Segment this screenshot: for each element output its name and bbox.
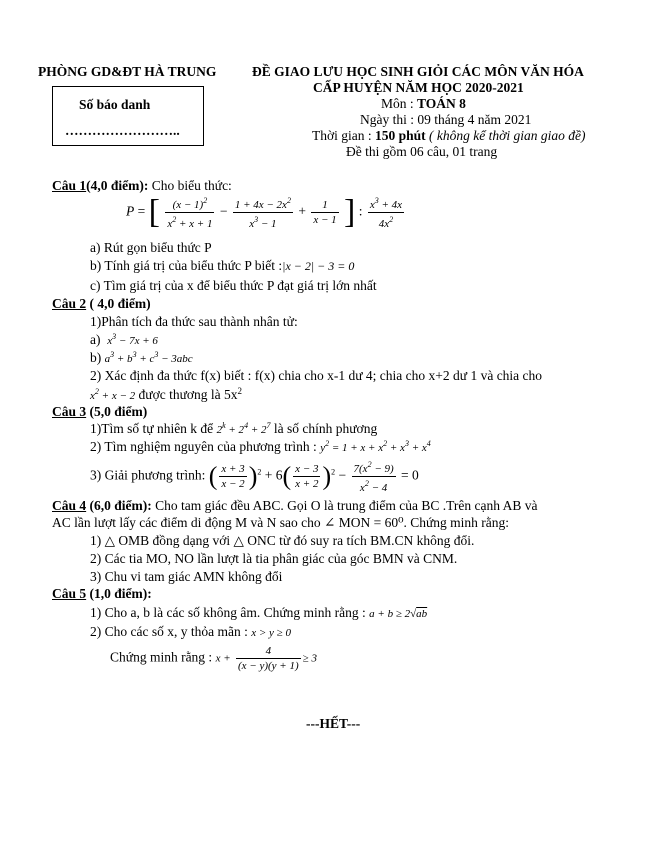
- q5-item-1-text: 1) Cho a, b là các số không âm. Chứng minh rằng :: [90, 605, 370, 620]
- q5-item-3: Chứng minh rằng : x + $\frac{4}{(x - y)(y + 1)}$ ≥ 3: [110, 645, 317, 672]
- q1-intro: Cho biểu thức:: [148, 178, 232, 193]
- exam-time: [312, 128, 585, 144]
- q1-head: Câu 1: [52, 178, 87, 193]
- q2-part-1a: a) $x^3 - 7x + 6$: [90, 332, 158, 347]
- q5-title: [52, 586, 152, 602]
- q3-points: (5,0 điểm): [86, 404, 148, 419]
- subject: TOÁN 8: [417, 96, 466, 111]
- q4-intro-2: AC lần lượt lấy các điểm di động M và N sao cho ∠ MON = 60⁰. Chứng minh rằng:: [52, 515, 510, 530]
- q1-title: [52, 178, 232, 194]
- candidate-number-box: [52, 86, 204, 146]
- subject-line: [381, 96, 466, 112]
- q2-part-2-cont: $x^2 + x - 2$ được thương là $5x^2$: [90, 386, 243, 402]
- candidate-number-label: Số báo danh: [79, 97, 151, 112]
- q1-part-b-text: b) Tính giá trị của biểu thức P biết :: [90, 258, 283, 273]
- q3-head: Câu 3: [52, 404, 87, 419]
- exam-title: ĐỀ GIAO LƯU HỌC SINH GIỎI CÁC MÔN VĂN HÓA: [252, 64, 584, 79]
- q2-part-1b: b) $a^3 + b^3 + c^3 - 3abc$: [90, 350, 193, 365]
- q3-part-1-text: 1)Tìm số tự nhiên k để: [90, 421, 217, 436]
- q4-item-3: 3) Chu vi tam giác AMN không đổi: [90, 569, 283, 584]
- page-count: Đề thi gồm 06 câu, 01 trang: [346, 144, 498, 159]
- q1-formula: P = [ $\frac{(x - 1)^2}{x^2 + x + 1}$ − $\frac{1 + 4x - 2x^2}{x^3 - 1}$ + $\frac{1}{x - 1}$ ] : $\frac{x^3 + 4x}{4x^2}$: [126, 193, 403, 231]
- q4-title: [52, 498, 537, 514]
- q5-head: Câu 5: [52, 586, 87, 601]
- q2-title: [52, 296, 151, 312]
- end-marker: ---HẾT---: [306, 716, 361, 731]
- q1-part-a: a) Rút gọn biểu thức P: [90, 240, 212, 255]
- q4-item-1: 1) △ OMB đồng dạng với △ ONC từ đó suy ra tích BM.CN không đổi.: [90, 533, 475, 548]
- exam-date: Ngày thi : 09 tháng 4 năm 2021: [360, 112, 532, 127]
- q5-item-2-text: 2) Cho các số x, y thỏa mãn :: [90, 624, 252, 639]
- q2-part-2-cont-text: được thương là 5x: [135, 387, 238, 402]
- q3-part-1: 1)Tìm số tự nhiên k để $2^k + 2^4 + 2^7$ là số chính phương: [90, 421, 378, 436]
- q2-points: ( 4,0 điểm): [86, 296, 151, 311]
- q3-part-2-text: 2) Tìm nghiệm nguyên của phương trình :: [90, 439, 321, 454]
- q2-part-1a-label: a): [90, 332, 101, 347]
- q2-part-2: 2) Xác định đa thức f(x) biết : f(x) chia cho x-1 dư 4; chia cho x+2 dư 1 và chia cho: [90, 368, 543, 383]
- time-value: 150 phút: [375, 128, 426, 143]
- q5-item-2: 2) Cho các số x, y thỏa mãn : x > y ≥ 0: [90, 624, 291, 639]
- q3-part-1-tail: là số chính phương: [270, 421, 378, 436]
- q3-part-2: 2) Tìm nghiệm nguyên của phương trình : $y^2 = 1 + x + x^2 + x^3 + x^4$: [90, 439, 431, 454]
- time-prefix: Thời gian :: [312, 128, 376, 143]
- q5-item-1: 1) Cho a, b là các số không âm. Chứng minh rằng : a + b ≥ 2√ab: [90, 605, 428, 620]
- q5-item-3-text: Chứng minh rằng :: [110, 649, 216, 665]
- q4-head: Câu 4: [52, 498, 87, 513]
- subject-prefix: Môn :: [381, 96, 418, 111]
- q4-points: (6,0 điểm):: [86, 498, 152, 513]
- q1-part-c: c) Tìm giá trị của x để biểu thức P đạt giá trị lớn nhất: [90, 278, 377, 293]
- q4-item-2: 2) Các tia MO, NO lần lượt là tia phân giác của góc BMN và CNM.: [90, 551, 458, 566]
- q2-part-1b-label: b): [90, 350, 102, 365]
- q3-part-3: 3) Giải phương trình: ( $\frac{x + 3}{x - 2}$ )$^2$ + 6( $\frac{x - 3}{x + 2}$ )$^2$ − $\frac{7(x^2 - 9)}{x^2 - 4}$ = 0: [90, 460, 419, 494]
- q3-title: [52, 404, 147, 420]
- time-note: ( không kể thời gian giao đề): [429, 128, 586, 143]
- q3-part-3-text: 3) Giải phương trình:: [90, 467, 209, 483]
- q2-head: Câu 2: [52, 296, 87, 311]
- q4-intro-1: Cho tam giác đều ABC. Gọi O là trung điểm của BC .Trên cạnh AB và: [151, 498, 538, 513]
- q1-part-b: b) Tính giá trị của biểu thức P biết :|x − 2| − 3 = 0: [90, 258, 355, 273]
- exam-year: CẤP HUYỆN NĂM HỌC 2020-2021: [313, 80, 524, 95]
- q2-part-1: 1)Phân tích đa thức sau thành nhân tử:: [90, 314, 298, 329]
- candidate-number-dots: ……………………..: [65, 123, 180, 138]
- department-name: PHÒNG GD&ĐT HÀ TRUNG: [38, 64, 217, 79]
- q1-points: (4,0 điểm):: [86, 178, 149, 193]
- q5-points: (1,0 điểm):: [86, 586, 152, 601]
